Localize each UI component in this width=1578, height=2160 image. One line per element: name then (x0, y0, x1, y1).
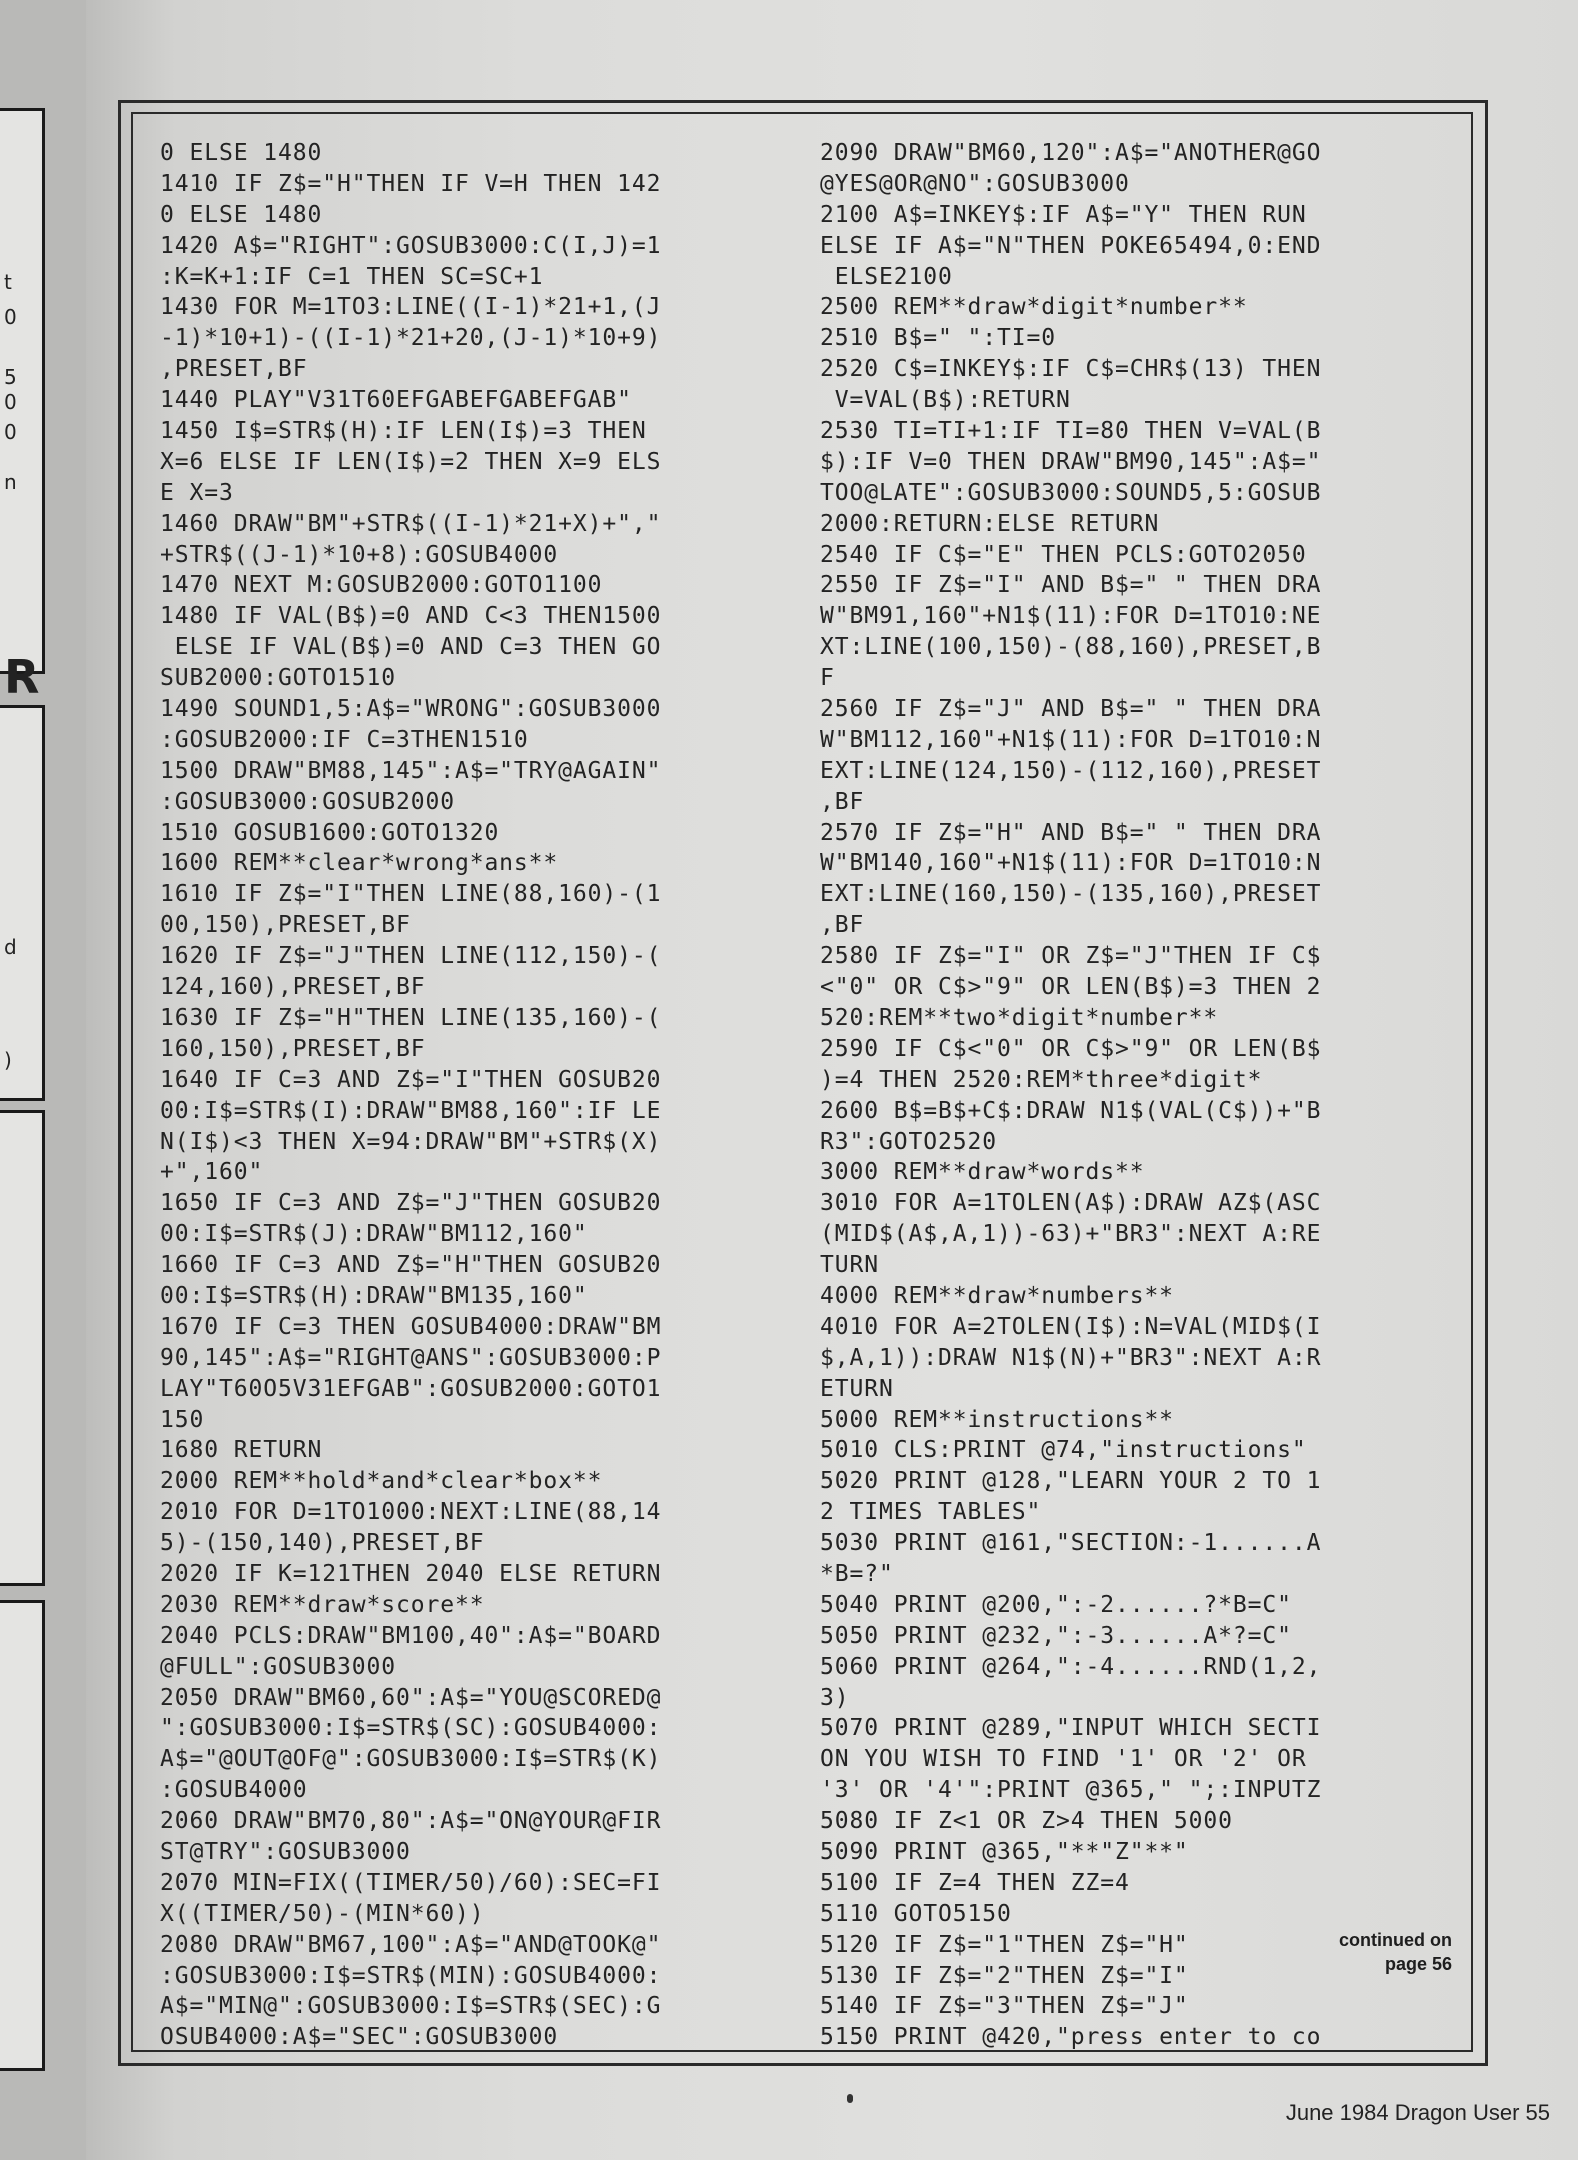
binding-fragment: ) (4, 1048, 12, 1072)
code-line: 0 ELSE 1480 (160, 201, 323, 228)
code-line: 5080 IF Z<1 OR Z>4 THEN 5000 (820, 1808, 1233, 1835)
code-line: 2050 DRAW"BM60,60":A$="YOU@SCORED@ (160, 1684, 662, 1711)
code-line: 3000 REM**draw*words** (820, 1159, 1145, 1186)
code-line: 2570 IF Z$="H" AND B$=" " THEN DRA (820, 819, 1322, 846)
code-line: A$="MIN@":GOSUB3000:I$=STR$(SEC):G (160, 1993, 662, 2020)
code-line: 5120 IF Z$="1"THEN Z$="H" (820, 1931, 1189, 1958)
code-line: W"BM140,160"+N1$(11):FOR D=1TO10:N (820, 850, 1322, 877)
code-line: @FULL":GOSUB3000 (160, 1653, 396, 1680)
code-line: 1490 SOUND1,5:A$="WRONG":GOSUB3000 (160, 696, 662, 723)
code-line: 1410 IF Z$="H"THEN IF V=H THEN 142 (160, 170, 662, 197)
code-line: 2580 IF Z$="I" OR Z$="J"THEN IF C$ (820, 943, 1322, 970)
code-line: E X=3 (160, 479, 234, 506)
code-line: 5)-(150,140),PRESET,BF (160, 1530, 485, 1557)
code-line: +STR$((J-1)*10+8):GOSUB4000 (160, 541, 559, 568)
code-line: 5070 PRINT @289,"INPUT WHICH SECTI (820, 1715, 1322, 1742)
code-line: F (820, 665, 835, 692)
code-line: 2090 DRAW"BM60,120":A$="ANOTHER@GO (820, 140, 1322, 166)
code-line: :K=K+1:IF C=1 THEN SC=SC+1 (160, 263, 544, 290)
code-line: TURN (820, 1252, 879, 1279)
code-line: ELSE IF VAL(B$)=0 AND C=3 THEN GO (160, 634, 662, 661)
code-line: 5050 PRINT @232,":-3......A*?=C" (820, 1622, 1292, 1649)
page-footer: June 1984 Dragon User 55 (1285, 2100, 1550, 2125)
code-line: (MID$(A$,A,1))-63)+"BR3":NEXT A:RE (820, 1221, 1322, 1248)
code-line: 2 TIMES TABLES" (820, 1499, 1042, 1526)
code-line: W"BM112,160"+N1$(11):FOR D=1TO10:N (820, 726, 1322, 753)
code-line: ":GOSUB3000:I$=STR$(SC):GOSUB4000: (160, 1715, 662, 1742)
code-line: EXT:LINE(124,150)-(112,160),PRESET (820, 757, 1322, 784)
code-line: 3) (820, 1684, 850, 1711)
code-line: 5110 GOTO5150 (820, 1900, 1012, 1927)
code-line: 1620 IF Z$="J"THEN LINE(112,150)-( (160, 943, 662, 970)
code-line: 1630 IF Z$="H"THEN LINE(135,160)-( (160, 1004, 662, 1031)
code-line: :GOSUB3000:I$=STR$(MIN):GOSUB4000: (160, 1962, 662, 1989)
listing-column-right (820, 138, 1470, 2053)
code-line: $,A,1)):DRAW N1$(N)+"BR3":NEXT A:R (820, 1344, 1322, 1371)
code-line: 5000 REM**instructions** (820, 1406, 1174, 1433)
binding-fragment: R (4, 650, 40, 704)
code-line: 5040 PRINT @200,":-2......?*B=C" (820, 1591, 1292, 1618)
code-line: -1)*10+1)-((I-1)*21+20,(J-1)*10+9) (160, 325, 662, 352)
code-line: 2100 A$=INKEY$:IF A$="Y" THEN RUN (820, 201, 1307, 228)
continued-line: continued on (1339, 1930, 1452, 1950)
code-line: A$="@OUT@OF@":GOSUB3000:I$=STR$(K) (160, 1746, 662, 1773)
code-line: 2070 MIN=FIX((TIMER/50)/60):SEC=FI (160, 1869, 662, 1896)
continued-page: page 56 (1384, 1954, 1452, 1974)
binding-fragment: d (4, 935, 17, 959)
adjacent-box-3 (0, 1110, 45, 1586)
code-line: W"BM91,160"+N1$(11):FOR D=1TO10:NE (820, 603, 1322, 630)
code-line: 5090 PRINT @365,"**"Z"**" (820, 1838, 1189, 1865)
code-line: 1420 A$="RIGHT":GOSUB3000:C(I,J)=1 (160, 232, 662, 259)
code-line: 5140 IF Z$="3"THEN Z$="J" (820, 1993, 1189, 2020)
code-line: X((TIMER/50)-(MIN*60)) (160, 1900, 485, 1927)
binding-fragment: n (4, 470, 17, 494)
code-line: ELSE IF A$="N"THEN POKE65494,0:END (820, 232, 1322, 259)
code-line: 0 ELSE 1480 (160, 140, 323, 166)
code-line: 2600 B$=B$+C$:DRAW N1$(VAL(C$))+"B (820, 1097, 1322, 1124)
code-line: +",160" (160, 1159, 264, 1186)
code-line: ST@TRY":GOSUB3000 (160, 1838, 411, 1865)
code-line: 1650 IF C=3 AND Z$="J"THEN GOSUB20 (160, 1190, 662, 1217)
code-line: 1600 REM**clear*wrong*ans** (160, 850, 559, 877)
code-line: N(I$)<3 THEN X=94:DRAW"BM"+STR$(X) (160, 1128, 662, 1155)
code-line: 1610 IF Z$="I"THEN LINE(88,160)-(1 (160, 881, 662, 908)
code-line: 160,150),PRESET,BF (160, 1035, 426, 1062)
code-line: 90,145":A$="RIGHT@ANS":GOSUB3000:P (160, 1344, 662, 1371)
code-line: 00:I$=STR$(H):DRAW"BM135,160" (160, 1282, 588, 1309)
code-line: 2590 IF C$<"0" OR C$>"9" OR LEN(B$ (820, 1035, 1322, 1062)
code-line: 1680 RETURN (160, 1437, 323, 1464)
print-speck (847, 2094, 853, 2103)
code-line: 5060 PRINT @264,":-4......RND(1,2, (820, 1653, 1322, 1680)
code-line: 5150 PRINT @420,"press enter to co (820, 2024, 1322, 2051)
code-line: :GOSUB3000:GOSUB2000 (160, 788, 455, 815)
adjacent-page-edge (0, 0, 86, 2160)
code-line: XT:LINE(100,150)-(88,160),PRESET,B (820, 634, 1322, 661)
code-line: 5100 IF Z=4 THEN ZZ=4 (820, 1869, 1130, 1896)
code-line: 1510 GOSUB1600:GOTO1320 (160, 819, 500, 846)
listing-column-left (160, 138, 810, 2053)
code-line: 1440 PLAY"V31T60EFGABEFGABEFGAB" (160, 387, 632, 414)
code-line: 2560 IF Z$="J" AND B$=" " THEN DRA (820, 696, 1322, 723)
code-line: EXT:LINE(160,150)-(135,160),PRESET (820, 881, 1322, 908)
code-line: 1460 DRAW"BM"+STR$((I-1)*21+X)+"," (160, 510, 662, 537)
code-line: 520:REM**two*digit*number** (820, 1004, 1219, 1031)
code-line: 2000:RETURN:ELSE RETURN (820, 510, 1160, 537)
code-line: 4010 FOR A=2TOLEN(I$):N=VAL(MID$(I (820, 1313, 1322, 1340)
code-line: 2520 C$=INKEY$:IF C$=CHR$(13) THEN (820, 356, 1322, 383)
code-line: 2060 DRAW"BM70,80":A$="ON@YOUR@FIR (160, 1808, 662, 1835)
continued-note (1322, 1928, 1452, 1976)
code-line: 2010 FOR D=1TO1000:NEXT:LINE(88,14 (160, 1499, 662, 1526)
code-line: :GOSUB2000:IF C=3THEN1510 (160, 726, 529, 753)
code-line: 1450 I$=STR$(H):IF LEN(I$)=3 THEN (160, 418, 647, 445)
code-line: ETURN (820, 1375, 894, 1402)
code-line: ,PRESET,BF (160, 356, 308, 383)
code-line: 5010 CLS:PRINT @74,"instructions" (820, 1437, 1307, 1464)
code-line: OSUB4000:A$="SEC":GOSUB3000 (160, 2024, 559, 2051)
code-line: 2540 IF C$="E" THEN PCLS:GOTO2050 (820, 541, 1307, 568)
code-line: SUB2000:GOTO1510 (160, 665, 396, 692)
code-line: 2030 REM**draw*score** (160, 1591, 485, 1618)
binding-fragment: t (4, 270, 12, 294)
code-line: 2040 PCLS:DRAW"BM100,40":A$="BOARD (160, 1622, 662, 1649)
binding-fragment: 0 (4, 390, 17, 414)
code-line: <"0" OR C$>"9" OR LEN(B$)=3 THEN 2 (820, 974, 1322, 1001)
code-line: 5130 IF Z$="2"THEN Z$="I" (820, 1962, 1189, 1989)
code-line: 1660 IF C=3 AND Z$="H"THEN GOSUB20 (160, 1252, 662, 1279)
code-line: 1480 IF VAL(B$)=0 AND C<3 THEN1500 (160, 603, 662, 630)
code-line: 00,150),PRESET,BF (160, 912, 411, 939)
binding-fragment: 0 (4, 305, 17, 329)
code-line: ,BF (820, 912, 865, 939)
code-line: ,BF (820, 788, 865, 815)
binding-fragment: 0 (4, 420, 17, 444)
code-line: ON YOU WISH TO FIND '1' OR '2' OR (820, 1746, 1307, 1773)
code-line: 1470 NEXT M:GOSUB2000:GOTO1100 (160, 572, 603, 599)
code-line: 1500 DRAW"BM88,145":A$="TRY@AGAIN" (160, 757, 662, 784)
code-line: 1430 FOR M=1TO3:LINE((I-1)*21+1,(J (160, 294, 662, 321)
code-line: @YES@OR@NO":GOSUB3000 (820, 170, 1130, 197)
code-line: V=VAL(B$):RETURN (820, 387, 1071, 414)
code-line: TOO@LATE":GOSUB3000:SOUND5,5:GOSUB (820, 479, 1322, 506)
code-line: 124,160),PRESET,BF (160, 974, 426, 1001)
code-line: ELSE2100 (820, 263, 953, 290)
code-line: 2510 B$=" ":TI=0 (820, 325, 1056, 352)
code-line: X=6 ELSE IF LEN(I$)=2 THEN X=9 ELS (160, 448, 662, 475)
code-line: 4000 REM**draw*numbers** (820, 1282, 1174, 1309)
code-line: 1640 IF C=3 AND Z$="I"THEN GOSUB20 (160, 1066, 662, 1093)
code-line: *B=?" (820, 1560, 894, 1587)
code-line: 5030 PRINT @161,"SECTION:-1......A (820, 1530, 1322, 1557)
code-line: 3010 FOR A=1TOLEN(A$):DRAW AZ$(ASC (820, 1190, 1322, 1217)
code-line: $):IF V=0 THEN DRAW"BM90,145":A$=" (820, 448, 1322, 475)
code-line: )=4 THEN 2520:REM*three*digit* (820, 1066, 1263, 1093)
code-line: 2550 IF Z$="I" AND B$=" " THEN DRA (820, 572, 1322, 599)
adjacent-box-4 (0, 1600, 45, 2071)
code-line: 2500 REM**draw*digit*number** (820, 294, 1248, 321)
code-line: R3":GOTO2520 (820, 1128, 997, 1155)
code-line: 00:I$=STR$(J):DRAW"BM112,160" (160, 1221, 588, 1248)
code-line: 2530 TI=TI+1:IF TI=80 THEN V=VAL(B (820, 418, 1322, 445)
code-line: 1670 IF C=3 THEN GOSUB4000:DRAW"BM (160, 1313, 662, 1340)
code-line: 00:I$=STR$(I):DRAW"BM88,160":IF LE (160, 1097, 662, 1124)
adjacent-box-2 (0, 705, 45, 1101)
code-line: 150 (160, 1406, 205, 1433)
code-line: 2020 IF K=121THEN 2040 ELSE RETURN (160, 1560, 662, 1587)
code-line: LAY"T60O5V31EFGAB":GOSUB2000:GOTO1 (160, 1375, 662, 1402)
code-line: 5020 PRINT @128,"LEARN YOUR 2 TO 1 (820, 1468, 1322, 1495)
code-line: 2080 DRAW"BM67,100":A$="AND@TOOK@" (160, 1931, 662, 1958)
binding-fragment: 5 (4, 365, 17, 389)
code-line: '3' OR '4'":PRINT @365," ";:INPUTZ (820, 1777, 1322, 1804)
code-line: 2000 REM**hold*and*clear*box** (160, 1468, 603, 1495)
code-line: :GOSUB4000 (160, 1777, 308, 1804)
